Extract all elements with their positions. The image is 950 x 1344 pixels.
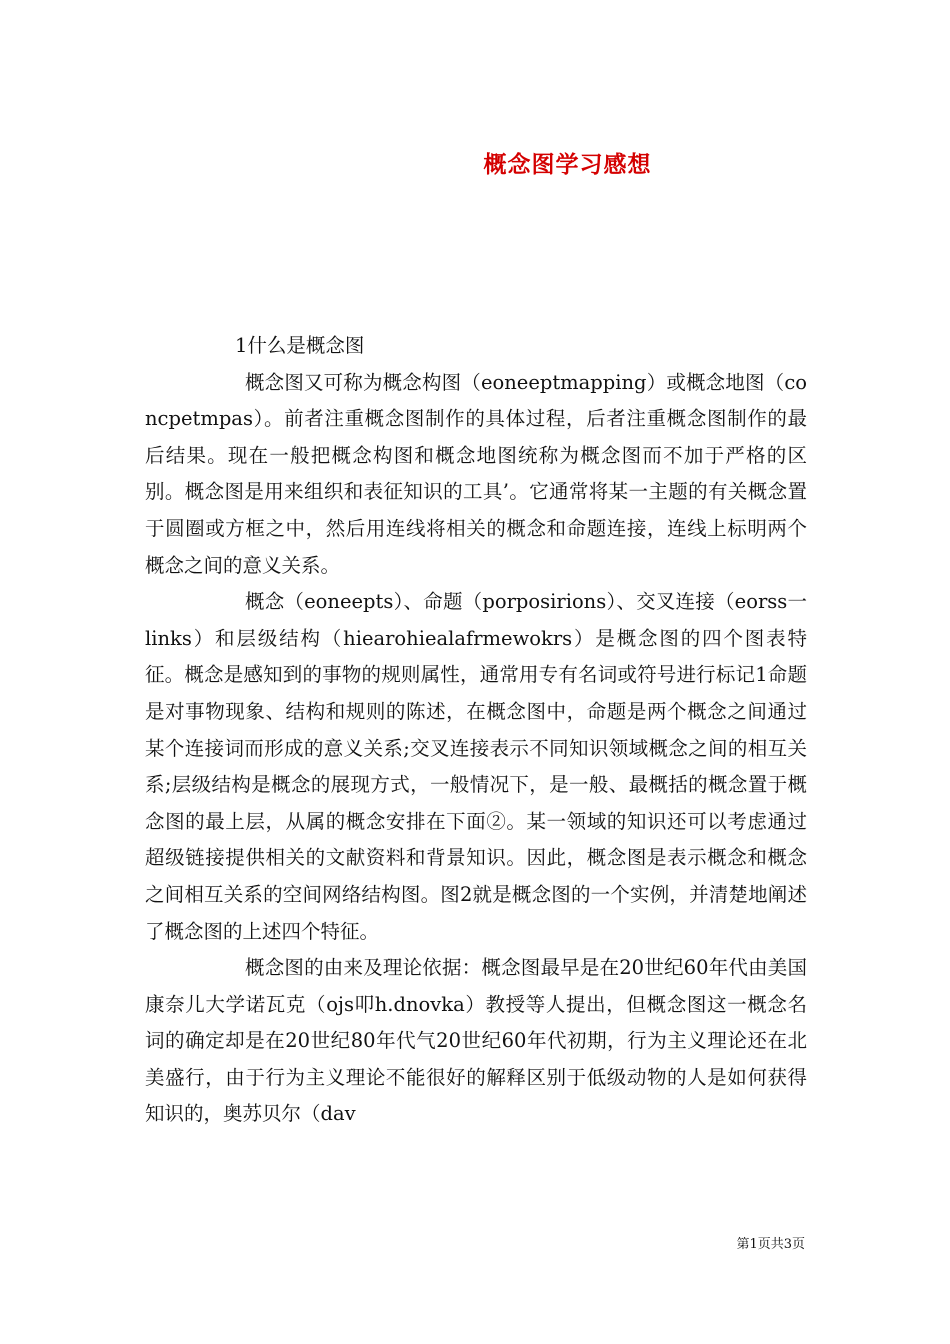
paragraph-3: 概念图的由来及理论依据：概念图最早是在20世纪60年代由美国康奈儿大学诺瓦克（ojs叩h.dnovka）教授等人提出，但概念图这一概念名词的确定却是在20世纪80年代气20世纪60年代初期，行为主义理论还在北美盛行，由于行为主义理论不能很好的解释区别于低级动物的人是如何获得知识的，奥苏贝尔（dav bbox=[145, 956, 807, 1126]
paragraph-2: 概念（eoneepts）、命题（porposirions）、交叉连接（eorss一links）和层级结构（hiearohiealafrmewokrs）是概念图的四个图表特征。概念是感知到的事物的规则属性，通常用专有名词或符号进行标记1命题是对事物现象、结构和规则的陈述，在概念图中，命题是两个概念之间通过某个连接词而形成的意义关系;交叉连接表示不同知识领域概念之间的相互关系;层级结构是概念的展现方式，一般情况下，是一般、最概括的概念置于概念图的最上层，从属的概念安排在下面②。某一领域的知识还可以考虑通过超级链接提供相关的文献资料和背景知识。因此，概念图是表示概念和概念之间相互关系的空间网络结构图。图2就是概念图的一个实例，并清楚地阐述了概念图的上述四个特征。 bbox=[145, 590, 807, 943]
document-title: 概念图学习感想 bbox=[483, 151, 652, 179]
paragraph-1: 概念图又可称为概念构图（eoneeptmapping）或概念地图（concpetmpas）。前者注重概念图制作的具体过程，后者注重概念图制作的最后结果。现在一般把概念构图和概念地图统称为概念图而不加于严格的区别。概念图是用来组织和表征知识的工具’。它通常将某一主题的有关概念置于圆圈或方框之中，然后用连线将相关的概念和命题连接，连线上标明两个概念之间的意义关系。 bbox=[145, 370, 807, 577]
section-heading: 1什么是概念图 bbox=[235, 334, 365, 357]
document-body bbox=[145, 328, 807, 1133]
page-number-footer: 第1页共3页 bbox=[736, 1237, 805, 1252]
